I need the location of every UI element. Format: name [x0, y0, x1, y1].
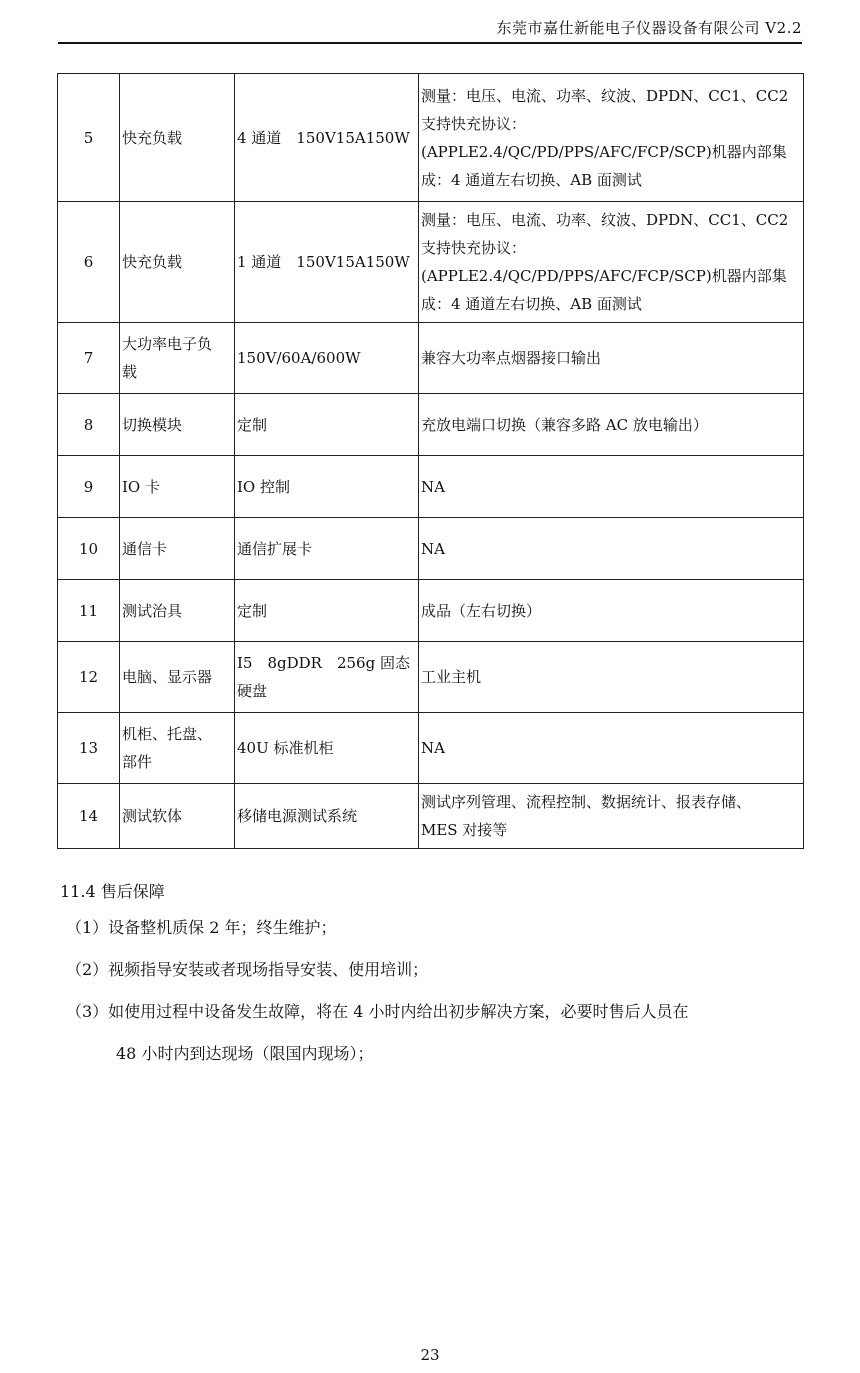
cell-line: 载: [122, 363, 138, 381]
cell-line: NA: [421, 539, 445, 558]
cell-line: 支持快充协议：: [421, 239, 527, 257]
item-description: [419, 74, 804, 202]
item-spec: 定制: [235, 394, 419, 456]
item-description: [419, 580, 804, 642]
item-name: 快充负载: [120, 74, 235, 202]
item-spec: 4 通道 150V15A150W: [235, 74, 419, 202]
item-description: [419, 323, 804, 394]
cell-line: 部件: [122, 753, 153, 771]
table-row: [58, 394, 804, 456]
cell-line: 成：4 通道左右切换、AB 面测试: [421, 295, 642, 313]
item-description: [419, 394, 804, 456]
page-number: 23: [420, 1346, 440, 1364]
row-number: 5: [58, 74, 120, 202]
cell-line: I5 8gDDR 256g 固态: [237, 654, 410, 672]
cell-line: 机柜、托盘、: [122, 725, 213, 743]
after-sales-item-3: （3）如使用过程中设备发生故障，将在 4 小时内给出初步解决方案，必要时售后人员在: [66, 1002, 689, 1021]
table-row: [58, 202, 804, 323]
item-name: IO 卡: [120, 456, 235, 518]
item-spec: 40U 标准机柜: [235, 713, 419, 784]
item-spec: 定制: [235, 580, 419, 642]
cell-line: NA: [421, 477, 445, 496]
cell-line: NA: [421, 739, 445, 757]
item-spec: 150V/60A/600W: [235, 323, 419, 394]
cell-line: 支持快充协议：: [421, 114, 527, 133]
cell-line: 测试序列管理、流程控制、数据统计、报表存储、: [421, 793, 752, 811]
row-number: 12: [58, 642, 120, 713]
page-header: [58, 14, 802, 44]
table-body: [58, 74, 804, 849]
after-sales-item-1: （1）设备整机质保 2 年；终生维护；: [66, 918, 337, 937]
row-number: 10: [58, 518, 120, 580]
row-number: 11: [58, 580, 120, 642]
item-name: 切换模块: [120, 394, 235, 456]
item-name: 电脑、显示器: [120, 642, 235, 713]
cell-line: 成：4 通道左右切换、AB 面测试: [421, 170, 642, 189]
item-name: [120, 713, 235, 784]
table-row: [58, 784, 804, 849]
company-name: 东莞市嘉仕新能电子仪器设备有限公司 V2.2: [496, 19, 802, 37]
cell-line: 工业主机: [421, 668, 482, 686]
item-name: 测试软体: [120, 784, 235, 849]
cell-line: 测量：电压、电流、功率、纹波、DPDN、CC1、CC2: [421, 86, 789, 105]
equipment-table: [57, 73, 804, 849]
table-row: [58, 713, 804, 784]
item-description: [419, 784, 804, 849]
cell-line: MES 对接等: [421, 821, 508, 839]
table-row: [58, 518, 804, 580]
cell-line: (APPLE2.4/QC/PD/PPS/AFC/FCP/SCP)机器内部集: [421, 267, 787, 285]
item-spec: 1 通道 150V15A150W: [235, 202, 419, 323]
section-title: 11.4 售后保障: [60, 882, 165, 901]
item-description: [419, 456, 804, 518]
item-name: [120, 323, 235, 394]
cell-line: 硬盘: [237, 682, 268, 700]
row-number: 14: [58, 784, 120, 849]
table-row: [58, 642, 804, 713]
row-number: 6: [58, 202, 120, 323]
cell-line: 成品（左右切换）: [421, 601, 542, 620]
row-number: 8: [58, 394, 120, 456]
item-description: [419, 202, 804, 323]
row-number: 7: [58, 323, 120, 394]
cell-line: 兼容大功率点烟器接口输出: [421, 349, 602, 367]
item-description: [419, 642, 804, 713]
item-spec: IO 控制: [235, 456, 419, 518]
item-description: [419, 518, 804, 580]
cell-line: (APPLE2.4/QC/PD/PPS/AFC/FCP/SCP)机器内部集: [421, 142, 787, 161]
item-description: [419, 713, 804, 784]
row-number: 13: [58, 713, 120, 784]
table-row: [58, 323, 804, 394]
after-sales-item-3-continued: 48 小时内到达现场（限国内现场）；: [116, 1044, 374, 1063]
item-name: 通信卡: [120, 518, 235, 580]
table-row: [58, 580, 804, 642]
item-spec: 通信扩展卡: [235, 518, 419, 580]
cell-line: 测量：电压、电流、功率、纹波、DPDN、CC1、CC2: [421, 211, 789, 229]
item-name: 测试治具: [120, 580, 235, 642]
cell-line: 大功率电子负: [122, 335, 213, 353]
row-number: 9: [58, 456, 120, 518]
table-row: [58, 456, 804, 518]
item-name: 快充负载: [120, 202, 235, 323]
after-sales-item-2: （2）视频指导安装或者现场指导安装、使用培训；: [66, 960, 429, 979]
table-row: [58, 74, 804, 202]
item-spec: 移储电源测试系统: [235, 784, 419, 849]
item-spec: [235, 642, 419, 713]
cell-line: 充放电端口切换（兼容多路 AC 放电输出）: [421, 415, 708, 434]
